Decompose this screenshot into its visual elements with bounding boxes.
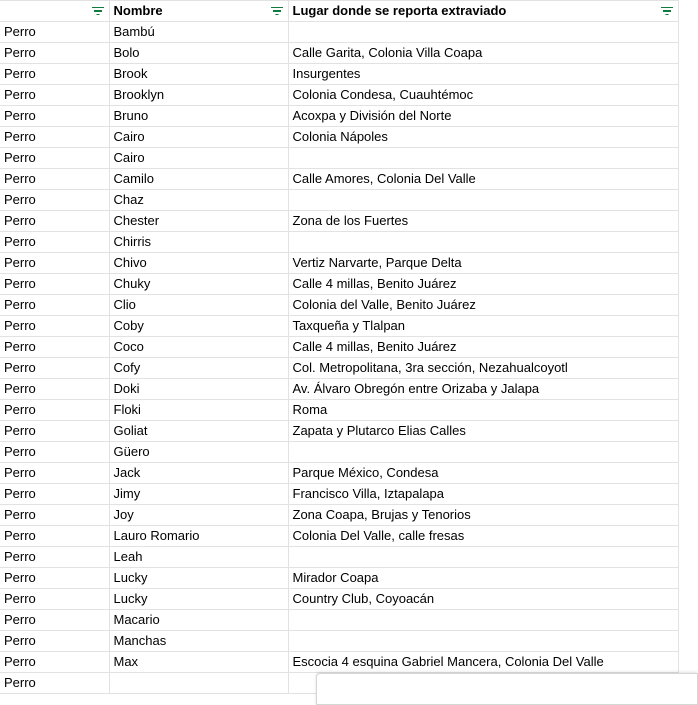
cell-lugar[interactable]: Zona de los Fuertes xyxy=(288,211,678,232)
cell-nombre[interactable]: Chester xyxy=(109,211,288,232)
table-row xyxy=(0,337,678,358)
cell-nombre[interactable]: Leah xyxy=(109,547,288,568)
cell-tipo[interactable]: Perro xyxy=(0,484,109,505)
cell-tipo[interactable]: Perro xyxy=(0,547,109,568)
cell-tipo[interactable]: Perro xyxy=(0,400,109,421)
table-row xyxy=(0,64,678,85)
table-row xyxy=(0,631,678,652)
cell-lugar[interactable] xyxy=(288,610,678,631)
cell-nombre[interactable]: Clio xyxy=(109,295,288,316)
table-row xyxy=(0,43,678,64)
floating-panel[interactable] xyxy=(316,673,698,705)
cell-tipo[interactable]: Perro xyxy=(0,64,109,85)
cell-nombre[interactable]: Cairo xyxy=(109,127,288,148)
cell-nombre[interactable]: Camilo xyxy=(109,169,288,190)
cell-lugar[interactable] xyxy=(288,547,678,568)
cell-tipo[interactable]: Perro xyxy=(0,505,109,526)
table-row xyxy=(0,358,678,379)
table-row xyxy=(0,22,678,43)
table-row xyxy=(0,442,678,463)
table-row xyxy=(0,526,678,547)
cell-nombre[interactable]: Max xyxy=(109,652,288,673)
cell-tipo[interactable]: Perro xyxy=(0,463,109,484)
cell-lugar[interactable]: Parque México, Condesa xyxy=(288,463,678,484)
cell-tipo[interactable]: Perro xyxy=(0,127,109,148)
table-body xyxy=(0,22,678,694)
cell-lugar[interactable] xyxy=(288,22,678,43)
cell-lugar[interactable]: Colonia del Valle, Benito Juárez xyxy=(288,295,678,316)
table-row xyxy=(0,106,678,127)
table-row xyxy=(0,484,678,505)
cell-tipo[interactable]: Perro xyxy=(0,358,109,379)
column-header-lugar[interactable] xyxy=(288,1,678,22)
cell-lugar[interactable]: Francisco Villa, Iztapalapa xyxy=(288,484,678,505)
column-header-nombre-label: Nombre xyxy=(113,3,163,18)
cell-tipo[interactable]: Perro xyxy=(0,337,109,358)
table-row xyxy=(0,148,678,169)
cell-nombre[interactable]: Jack xyxy=(109,463,288,484)
cell-lugar[interactable]: Colonia Condesa, Cuauhtémoc xyxy=(288,85,678,106)
cell-nombre[interactable]: Coco xyxy=(109,337,288,358)
cell-lugar[interactable]: Av. Álvaro Obregón entre Orizaba y Jalapa xyxy=(288,379,678,400)
cell-lugar[interactable]: Calle 4 millas, Benito Juárez xyxy=(288,337,678,358)
cell-lugar[interactable]: Colonia Del Valle, calle fresas xyxy=(288,526,678,547)
cell-tipo[interactable]: Perro xyxy=(0,526,109,547)
cell-tipo[interactable]: Perro xyxy=(0,211,109,232)
table-row xyxy=(0,568,678,589)
cell-nombre[interactable]: Lauro Romario xyxy=(109,526,288,547)
cell-lugar[interactable]: Insurgentes xyxy=(288,64,678,85)
table-row xyxy=(0,400,678,421)
cell-nombre[interactable]: Chivo xyxy=(109,253,288,274)
cell-tipo[interactable]: Perro xyxy=(0,190,109,211)
cell-lugar[interactable]: Colonia Nápoles xyxy=(288,127,678,148)
cell-nombre[interactable]: Floki xyxy=(109,400,288,421)
cell-lugar[interactable] xyxy=(288,190,678,211)
cell-lugar[interactable]: Roma xyxy=(288,400,678,421)
table-row xyxy=(0,169,678,190)
cell-lugar[interactable] xyxy=(288,631,678,652)
cell-nombre[interactable]: Chaz xyxy=(109,190,288,211)
table-row xyxy=(0,274,678,295)
cell-tipo[interactable]: Perro xyxy=(0,232,109,253)
column-header-nombre[interactable] xyxy=(109,1,288,22)
cell-lugar[interactable] xyxy=(288,232,678,253)
cell-nombre[interactable]: Coby xyxy=(109,316,288,337)
cell-lugar[interactable]: Country Club, Coyoacán xyxy=(288,589,678,610)
cell-tipo[interactable]: Perro xyxy=(0,22,109,43)
table-row xyxy=(0,547,678,568)
cell-nombre[interactable]: Cofy xyxy=(109,358,288,379)
cell-lugar[interactable] xyxy=(288,442,678,463)
cell-tipo[interactable]: Perro xyxy=(0,589,109,610)
cell-tipo[interactable]: Perro xyxy=(0,316,109,337)
table-row xyxy=(0,463,678,484)
cell-tipo[interactable]: Perro xyxy=(0,169,109,190)
cell-nombre[interactable]: Goliat xyxy=(109,421,288,442)
table-row xyxy=(0,652,678,673)
cell-tipo[interactable]: Perro xyxy=(0,274,109,295)
cell-lugar[interactable]: Acoxpa y División del Norte xyxy=(288,106,678,127)
table-row xyxy=(0,253,678,274)
cell-tipo[interactable]: Perro xyxy=(0,148,109,169)
cell-lugar[interactable]: Taxqueña y Tlalpan xyxy=(288,316,678,337)
cell-tipo[interactable]: Perro xyxy=(0,610,109,631)
cell-nombre[interactable]: Bolo xyxy=(109,43,288,64)
cell-nombre[interactable]: Bruno xyxy=(109,106,288,127)
cell-lugar[interactable]: Zona Coapa, Brujas y Tenorios xyxy=(288,505,678,526)
cell-lugar[interactable]: Calle 4 millas, Benito Juárez xyxy=(288,274,678,295)
cell-lugar[interactable]: Calle Amores, Colonia Del Valle xyxy=(288,169,678,190)
cell-tipo[interactable]: Perro xyxy=(0,295,109,316)
cell-lugar[interactable]: Calle Garita, Colonia Villa Coapa xyxy=(288,43,678,64)
cell-tipo[interactable]: Perro xyxy=(0,421,109,442)
cell-tipo[interactable]: Perro xyxy=(0,85,109,106)
cell-nombre[interactable]: Brooklyn xyxy=(109,85,288,106)
cell-tipo[interactable]: Perro xyxy=(0,43,109,64)
cell-nombre[interactable]: Joy xyxy=(109,505,288,526)
cell-nombre[interactable]: Lucky xyxy=(109,568,288,589)
cell-nombre[interactable]: Güero xyxy=(109,442,288,463)
cell-nombre[interactable]: Jimy xyxy=(109,484,288,505)
cell-lugar[interactable]: Mirador Coapa xyxy=(288,568,678,589)
cell-lugar[interactable]: Zapata y Plutarco Elias Calles xyxy=(288,421,678,442)
table-row xyxy=(0,295,678,316)
cell-tipo[interactable]: Perro xyxy=(0,379,109,400)
table-row xyxy=(0,85,678,106)
cell-nombre[interactable]: Doki xyxy=(109,379,288,400)
table-row xyxy=(0,190,678,211)
cell-nombre[interactable] xyxy=(109,673,288,694)
filter-icon[interactable] xyxy=(661,7,673,16)
table-row xyxy=(0,127,678,148)
cell-tipo[interactable]: Perro xyxy=(0,568,109,589)
table-row xyxy=(0,232,678,253)
cell-lugar[interactable]: Vertiz Narvarte, Parque Delta xyxy=(288,253,678,274)
cell-tipo[interactable]: Perro xyxy=(0,106,109,127)
cell-nombre[interactable]: Manchas xyxy=(109,631,288,652)
table-row xyxy=(0,379,678,400)
table-row xyxy=(0,211,678,232)
cell-tipo[interactable]: Perro xyxy=(0,673,109,694)
table-row xyxy=(0,589,678,610)
cell-nombre[interactable]: Macario xyxy=(109,610,288,631)
table-row xyxy=(0,610,678,631)
table-row xyxy=(0,421,678,442)
cell-lugar[interactable] xyxy=(288,148,678,169)
cell-lugar[interactable]: Col. Metropolitana, 3ra sección, Nezahualcoyotl xyxy=(288,358,678,379)
filter-icon[interactable] xyxy=(92,7,104,16)
cell-nombre[interactable]: Chirris xyxy=(109,232,288,253)
column-header-tipo[interactable] xyxy=(0,1,109,22)
cell-nombre[interactable]: Bambú xyxy=(109,22,288,43)
cell-lugar[interactable]: Escocia 4 esquina Gabriel Mancera, Colonia Del Valle xyxy=(288,652,678,673)
cell-tipo[interactable]: Perro xyxy=(0,631,109,652)
cell-nombre[interactable]: Lucky xyxy=(109,589,288,610)
cell-nombre[interactable]: Cairo xyxy=(109,148,288,169)
column-header-lugar-label: Lugar donde se reporta extraviado xyxy=(292,3,507,18)
cell-tipo[interactable]: Perro xyxy=(0,442,109,463)
cell-tipo[interactable]: Perro xyxy=(0,253,109,274)
cell-nombre[interactable]: Brook xyxy=(109,64,288,85)
header-row xyxy=(0,1,678,22)
table-row xyxy=(0,505,678,526)
table-row xyxy=(0,316,678,337)
cell-nombre[interactable]: Chuky xyxy=(109,274,288,295)
filter-icon[interactable] xyxy=(271,7,283,16)
cell-tipo[interactable]: Perro xyxy=(0,652,109,673)
